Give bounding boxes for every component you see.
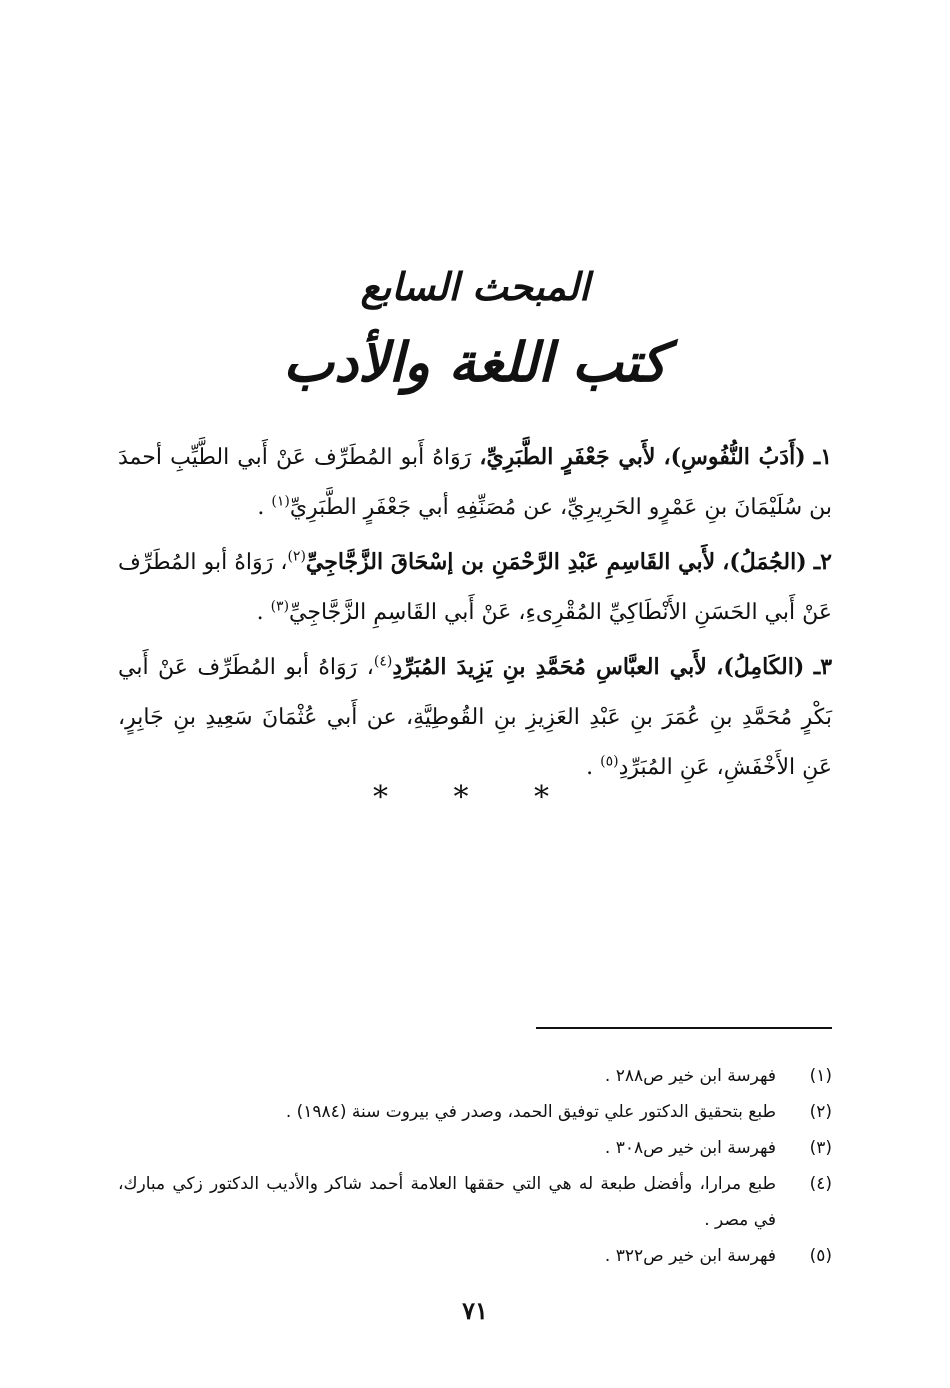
footnote-ref[interactable]: (٢) xyxy=(287,548,306,565)
entry-text: ، رَوَاهُ أبو المُطَرِّف عَنْ أَبي بَكْرٍ مُحَمَّدِ بنِ عُمَرَ بنِ عَبْدِ العَزِيزِ بنِ القُوطِيَّةِ، عن أَبي عُثْمَانَ سَعِيدِ بنِ جَابِرٍ، عَنِ الأَخْفَشِ، عَنِ المُبَرِّدِ xyxy=(118,655,832,780)
footnote-number: (٤) xyxy=(809,1174,832,1194)
footnote-text: طبع مرارا، وأفضل طبعة له هي التي حققها العلامة أحمد شاكر والأديب الدكتور زكي مبارك، في مصر . xyxy=(118,1174,776,1230)
entry-3 xyxy=(118,642,832,793)
footnotes xyxy=(118,1058,832,1274)
footnote-ref[interactable]: (٣) xyxy=(270,598,290,615)
book-title: (الجُمَلُ)، xyxy=(722,549,807,575)
entry-tail: . xyxy=(256,600,264,625)
footnote-1 xyxy=(118,1058,832,1094)
page-number: ٧١ xyxy=(462,1296,488,1325)
footnote-text: فهرسة ابن خير ص٣٢٢ . xyxy=(604,1246,776,1266)
entry-number: ٢ـ xyxy=(813,549,832,575)
book-author: لأَبي القَاسِمِ عَبْدِ الرَّحْمَنِ بن إسْحَاقَ الزَّجَّاجِيِّ xyxy=(305,549,716,575)
footnote-text: فهرسة ابن خير ص٢٨٨ . xyxy=(604,1066,776,1086)
footnote-ref[interactable]: (٥) xyxy=(600,753,619,770)
footnote-5 xyxy=(118,1238,832,1274)
footnote-number: (٣) xyxy=(809,1138,832,1158)
footnote-text: طبع بتحقيق الدكتور علي توفيق الحمد، وصدر في بيروت سنة (١٩٨٤) . xyxy=(285,1102,776,1122)
book-title: (أَدَبُ النُّفُوسِ)، xyxy=(663,444,806,470)
entry-2 xyxy=(118,537,832,638)
footnote-divider xyxy=(536,1027,832,1029)
section-title: كتب اللغة والأدب xyxy=(283,330,667,394)
footnote-3 xyxy=(118,1130,832,1166)
entry-text: رَوَاهُ أَبو المُطَرِّف عَنْ أَبي الطَّيِّبِ أحمدَ بن سُلَيْمَانَ بنِ عَمْرٍو الحَرِيرِيِّ، عن مُصَنِّفِهِ أبي جَعْفَرٍ الطَّبَرِيِّ xyxy=(118,445,832,520)
footnote-ref[interactable]: (٤) xyxy=(373,653,393,670)
entry-tail: . xyxy=(586,755,594,780)
entry-text: ، رَوَاهُ أبو المُطَرِّف عَنْ أَبي الحَسَنِ الأَنْطَاكِيِّ المُقْرِىءِ، عَنْ أَبي القَاسِمِ الزَّجَّاجِيِّ xyxy=(118,550,832,625)
chapter-heading xyxy=(0,262,950,394)
entry-number: ٣ـ xyxy=(813,654,833,680)
section-separator: * * * xyxy=(372,780,578,815)
footnote-2 xyxy=(118,1094,832,1130)
entry-number: ١ـ xyxy=(813,444,833,470)
footnote-4 xyxy=(118,1166,832,1238)
footnote-ref[interactable]: (١) xyxy=(271,493,290,510)
entry-tail: . xyxy=(257,495,265,520)
footnote-number: (٥) xyxy=(809,1246,832,1266)
section-label: المبحث السابع xyxy=(360,264,590,309)
main-text xyxy=(118,432,832,797)
footnote-text: فهرسة ابن خير ص٣٠٨ . xyxy=(604,1138,776,1158)
book-author: لأَبي العبَّاسِ مُحَمَّدِ بنِ يَزِيدَ المُبَرِّدِ xyxy=(392,654,707,680)
footnote-number: (٢) xyxy=(809,1102,832,1122)
footnote-number: (١) xyxy=(809,1066,832,1086)
entry-1 xyxy=(118,432,832,533)
book-title: (الكَامِلُ)، xyxy=(716,654,805,680)
book-author: لأَبي جَعْفَرٍ الطَّبَرِيِّ، xyxy=(479,444,656,470)
